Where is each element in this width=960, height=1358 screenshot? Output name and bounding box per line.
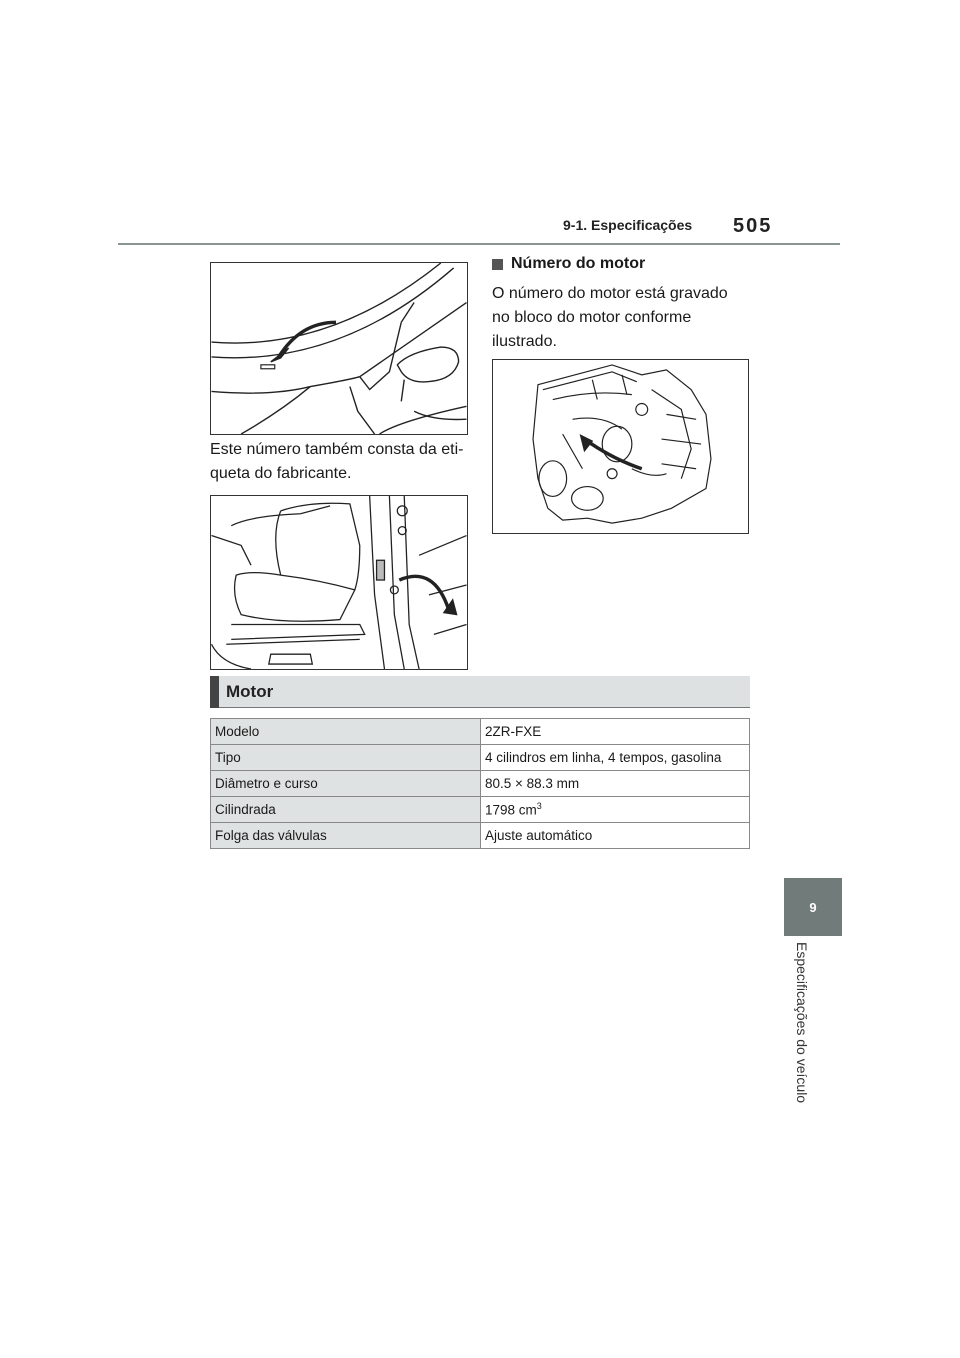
spec-label: Folga das válvulas <box>211 823 481 849</box>
motor-section-title: Motor <box>226 682 274 701</box>
spec-value-superscript: 3 <box>536 801 542 812</box>
windshield-vin-illustration <box>210 262 468 435</box>
spec-value: 2ZR-FXE <box>481 719 750 745</box>
spec-label: Tipo <box>211 745 481 771</box>
spec-label: Cilindrada <box>211 797 481 823</box>
manufacturer-label-note: Este número também consta da eti- queta do fabricante. <box>210 441 464 482</box>
section-title: 9-1. Especificações <box>563 217 693 233</box>
door-label-illustration <box>210 495 468 670</box>
page-number: 505 <box>733 215 773 237</box>
spec-label: Diâmetro e curso <box>211 771 481 797</box>
table-row <box>211 719 750 745</box>
header-divider <box>118 243 840 245</box>
engine-number-description: O número do motor está gravado no bloco do motor conforme ilustrado. <box>492 285 728 350</box>
chapter-label: Especificações do veículo <box>794 942 810 1104</box>
spec-value-cell <box>481 797 750 823</box>
engine-number-heading-text: Número do motor <box>511 255 646 272</box>
spec-value: 4 cilindros em linha, 4 tempos, gasolina <box>481 745 750 771</box>
table-row <box>211 797 750 823</box>
chapter-tab: 9 <box>784 878 842 936</box>
section-accent-bar <box>210 676 219 708</box>
spec-value: 1798 cm <box>485 802 537 818</box>
engine-spec-table <box>210 718 750 849</box>
engine-number-heading <box>492 255 645 273</box>
table-row <box>211 745 750 771</box>
spec-value: Ajuste automático <box>481 823 750 849</box>
table-row <box>211 823 750 849</box>
spec-value: 80.5 × 88.3 mm <box>481 771 750 797</box>
table-row <box>211 771 750 797</box>
spec-label: Modelo <box>211 719 481 745</box>
bullet-square-icon <box>492 259 503 270</box>
motor-section-header <box>210 676 750 708</box>
engine-block-illustration <box>492 359 749 534</box>
